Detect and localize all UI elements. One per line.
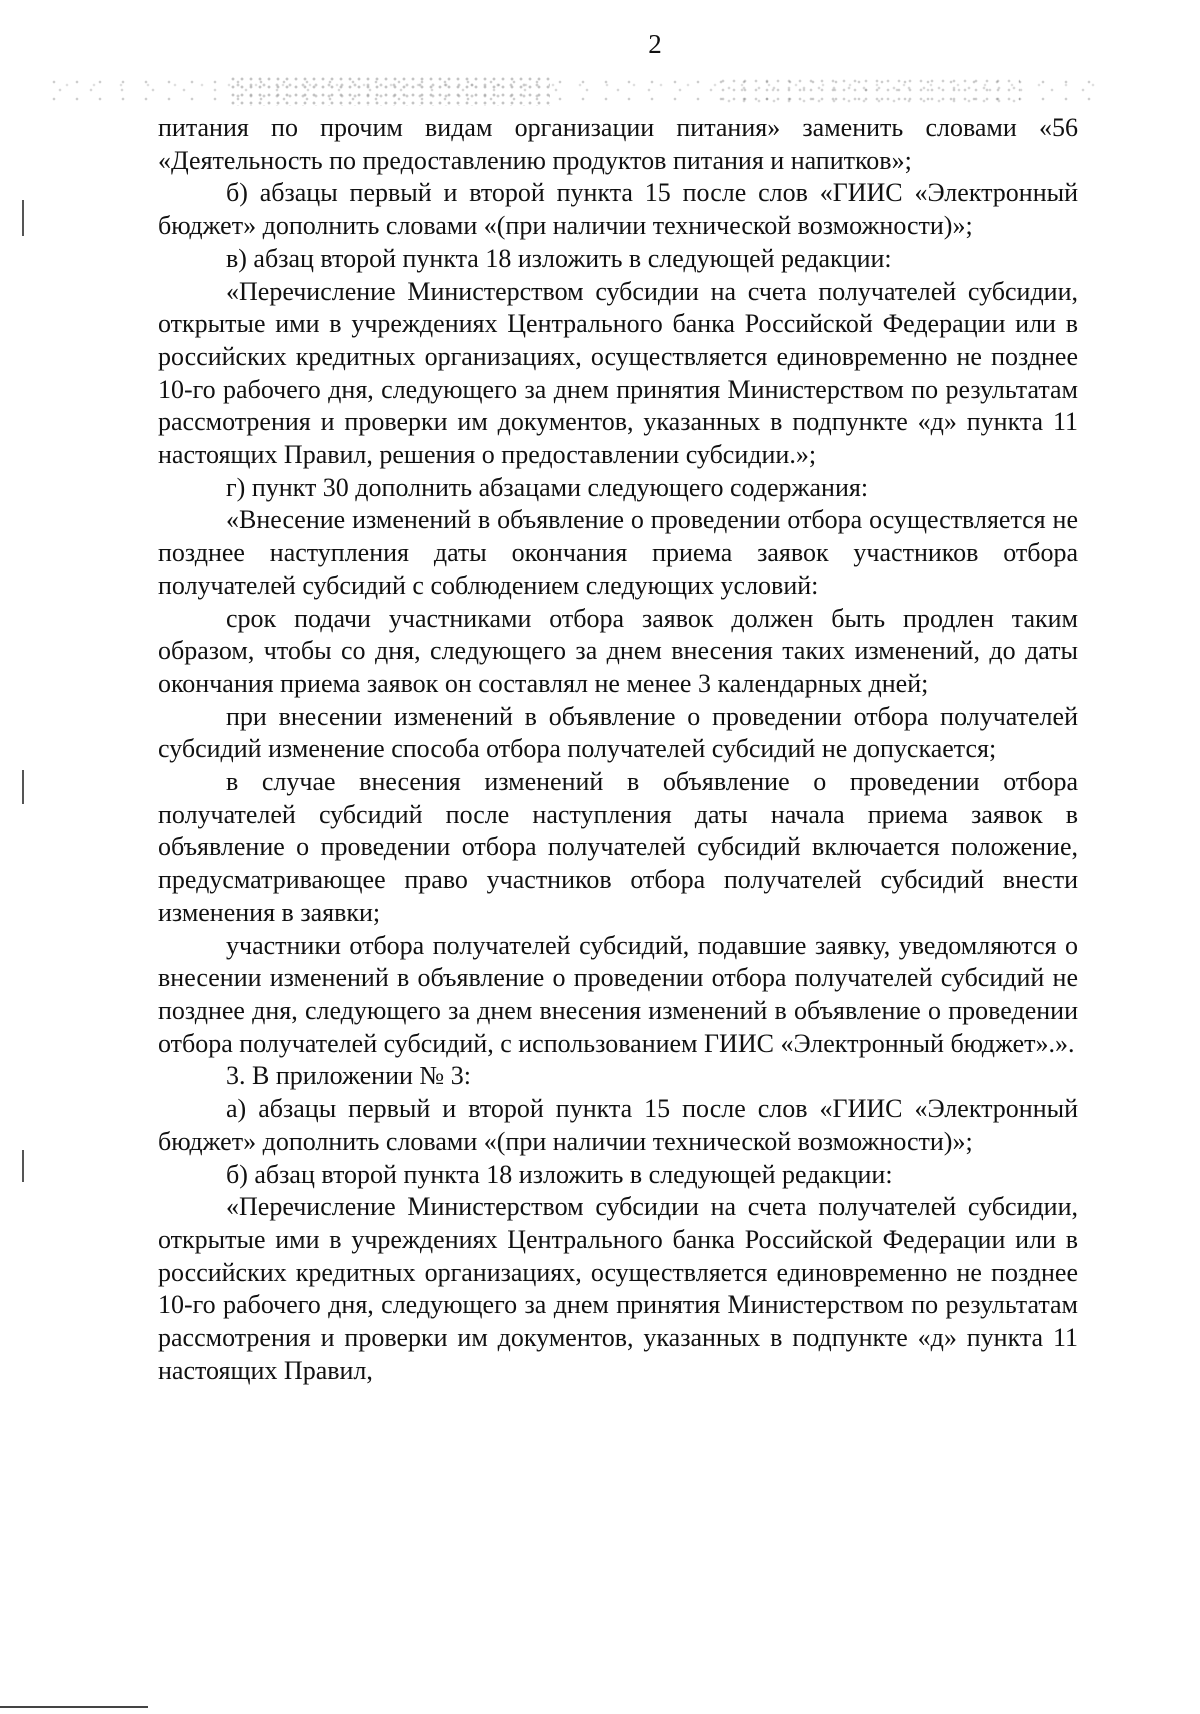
document-body (158, 112, 1078, 1387)
scan-edge-mark-middle (22, 770, 24, 804)
paragraph-quote-amendments: «Внесение изменений в объявление о проведении отбора осуществляется не позднее наступления даты окончания приема заявок участников отбора получателей субсидий с соблюдением следующих условий: (158, 505, 1078, 600)
paragraph-item-b-2: б) абзац второй пункта 18 изложить в следующей редакции: (226, 1159, 893, 1189)
paragraph-item-b: б) абзацы первый и второй пункта 15 после слов «ГИИС «Электронный бюджет» дополнить словами «(при наличии технической возможности)»; (158, 178, 1078, 241)
bottom-edge-line (0, 1706, 148, 1708)
paragraph-item-g: г) пункт 30 дополнить абзацами следующего содержания: (226, 472, 869, 502)
paragraph-continuation: питания по прочим видам организации питания» заменить словами «56 «Деятельность по предоставлению продуктов питания и напитков»; (158, 113, 1078, 175)
scan-artifact-right (720, 78, 1020, 104)
paragraph-item-a: а) абзацы первый и второй пункта 15 после слов «ГИИС «Электронный бюджет» дополнить словами «(при наличии технической возможности)»; (158, 1094, 1078, 1156)
paragraph-appendix-3: 3. В приложении № 3: (226, 1061, 471, 1091)
paragraph-item-v: в) абзац второй пункта 18 изложить в следующей редакции: (226, 243, 892, 273)
paragraph-notification: участники отбора получателей субсидий, подавшие заявку, уведомляются о внесении изменений в объявление о проведении отбора получателей субсидий не позднее дня, следующего за днем внесения изменений в объявление о проведении отбора получателей субсидий, с использованием ГИИС «Электронный бюджет».». (158, 930, 1078, 1058)
paragraph-quote-transfer: «Перечисление Министерством субсидии на счета получателей субсидии, открытые ими в учреждениях Центрального банка Российской Федерации или в российских кредитных организациях, осуществляется единовременно не позднее 10-го рабочего дня, следующего за днем принятия Министерством по результатам рассмотрения и проверки им документов, указанных в подпункте «д» пункта 11 настоящих Правил, решения о предоставлении субсидии.»; (158, 276, 1078, 470)
paragraph-method-change: при внесении изменений в объявление о проведении отбора получателей субсидий изменение способа отбора получателей субсидий не допускается; (158, 701, 1078, 764)
paragraph-deadline-extension: срок подачи участниками отбора заявок должен быть продлен таким образом, чтобы со дня, следующего за днем внесения таких изменений, до даты окончания приема заявок он составлял не менее 3 календарных дней; (158, 603, 1078, 698)
page-number: 2 (648, 29, 662, 59)
paragraph-after-start: в случае внесения изменений в объявление о проведении отбора получателей субсидий после наступления даты начала приема заявок в объявление о проведении отбора получателей субсидий включается положение, предусматривающее право участников отбора получателей субсидий внести изменения в заявки; (158, 767, 1078, 927)
paragraph-quote-transfer-2: «Перечисление Министерством субсидии на счета получателей субсидии, открытые ими в учреждениях Центрального банка Российской Федерации или в российских кредитных организациях, осуществляется единовременно не позднее 10-го рабочего дня, следующего за днем принятия Министерством по результатам рассмотрения и проверки им документов, указанных в подпункте «д» пункта 11 настоящих Правил, (158, 1192, 1078, 1385)
scan-artifact-left (230, 76, 550, 106)
scan-edge-mark-upper (22, 200, 24, 236)
scan-edge-mark-lower (22, 1150, 24, 1182)
